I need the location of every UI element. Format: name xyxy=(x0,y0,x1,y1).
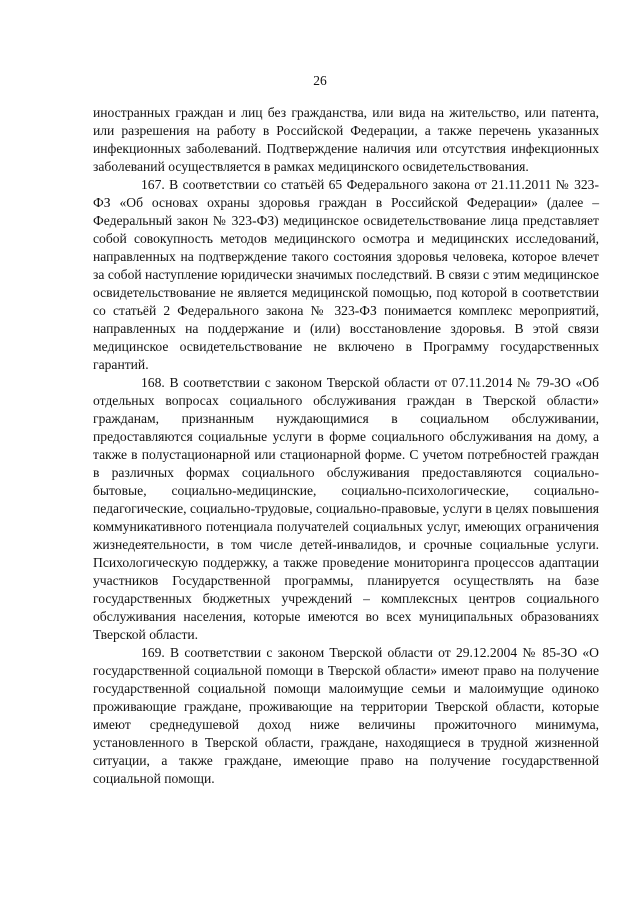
document-body xyxy=(93,104,599,788)
paragraph-167: 167. В соответствии со статьёй 65 Федерального закона от 21.11.2011 № 323-ФЗ «Об основах охраны здоровья граждан в Российской Федерации» (далее – Федеральный закон № 323-ФЗ) медицинское освидетельствование лица представляет собой совокупность методов медицинского осмотра и медицинских исследований, направленных на подтверждение такого состояния здоровья человека, которое влечет за собой наступление юридически значимых последствий. В связи с этим медицинское освидетельствование не является медицинской помощью, под которой в соответствии со статьёй 2 Федерального закона № 323-ФЗ понимается комплекс мероприятий, направленных на поддержание и (или) восстановление здоровья. В этой связи медицинское освидетельствование не включено в Программу государственных гарантий. xyxy=(93,177,599,372)
paragraph-continuation: иностранных граждан и лиц без гражданства, или вида на жительство, или патента, или разрешения на работу в Российской Федерации, а также перечень указанных инфекционных заболеваний. Подтверждение наличия или отсутствия инфекционных заболеваний осуществляется в рамках медицинского освидетельствования. xyxy=(93,105,599,174)
paragraph-169: 169. В соответствии с законом Тверской области от 29.12.2004 № 85-ЗО «О государственной социальной помощи в Тверской области» имеют право на получение государственной социальной помощи малоимущие семьи и малоимущие одиноко проживающие граждане, проживающие на территории Тверской области, которые имеют среднедушевой доход ниже величины прожиточного минимума, установленного в Тверской области, граждане, находящиеся в трудной жизненной ситуации, а также граждане, имеющие право на получение государственной социальной помощи. xyxy=(93,645,599,786)
paragraph-168: 168. В соответствии с законом Тверской области от 07.11.2014 № 79-ЗО «Об отдельных вопросах социального обслуживания граждан в Тверской области» гражданам, признанным нуждающимися в социальном обслуживании, предоставляются социальные услуги в форме социального обслуживания на дому, а также в полустационарной или стационарной форме. С учетом потребностей граждан в различных формах социального обслуживания предоставляются социально-бытовые, социально-медицинские, социально-психологические, социально-педагогические, социально-трудовые, социально-правовые, услуги в целях повышения коммуникативного потенциала получателей социальных услуг, имеющих ограничения жизнедеятельности, в том числе детей-инвалидов, и срочные социальные услуги. Психологическую поддержку, а также проведение мониторинга процессов адаптации участников Государственной программы, планируется осуществлять на базе государственных бюджетных учреждений – комплексных центров социального обслуживания населения, которые имеются во всех муниципальных образованиях Тверской области. xyxy=(93,375,599,642)
page-number: 26 xyxy=(313,73,327,88)
